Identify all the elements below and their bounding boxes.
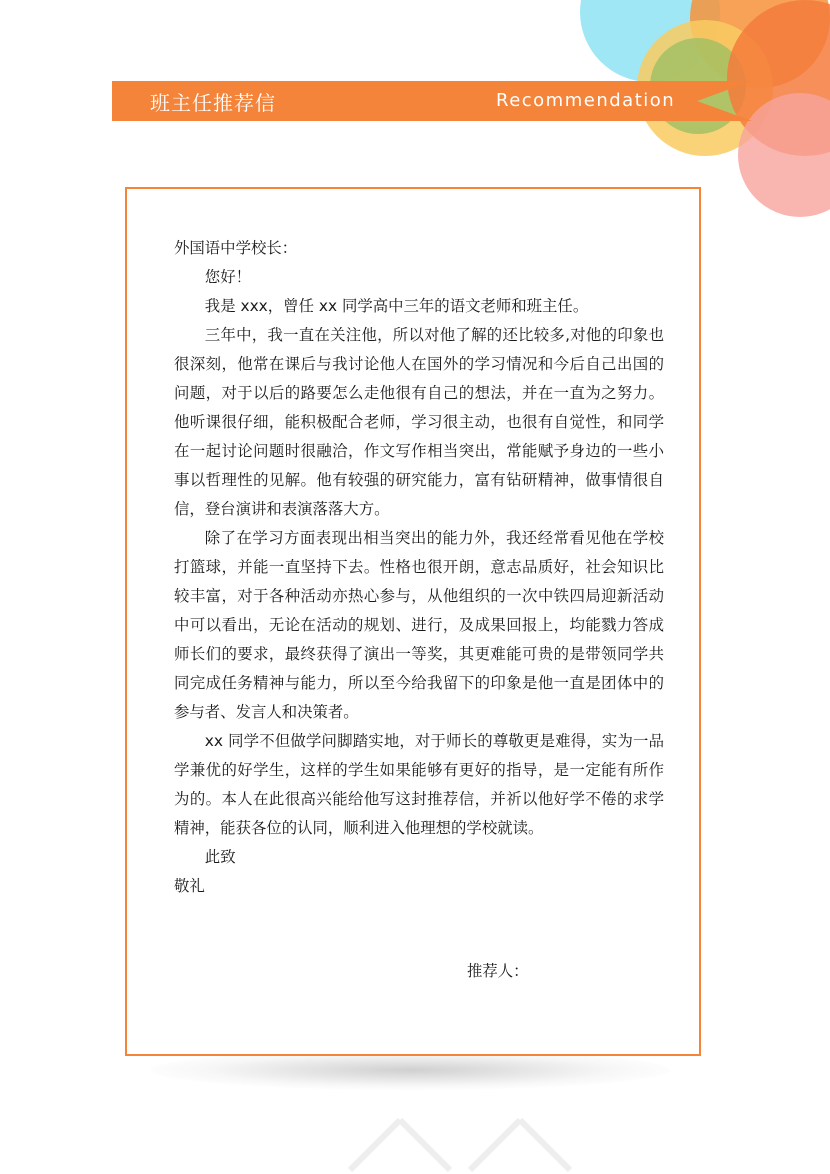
- page-title: 班主任推荐信: [150, 91, 276, 115]
- regards: 敬礼: [174, 877, 205, 895]
- paragraph: 除了在学习方面表现出相当突出的能力外，我还经常看见他在学校打篮球，并能一直坚持下去。性格也很开朗，意志品质好，社会知识比较丰富，对于各种活动亦热心参与，从他组织的一次中铁四局迎新活动中可以看出，无论在活动的规划、进行，及成果回报上，均能戮力答成师长们的要求，最终获得了演出一等奖，其更难能可贵的是带领同学共同完成任务精神与能力，所以至今给我留下的印象是他一直是团体中的参与者、发言人和决策者。: [174, 529, 664, 721]
- paragraph: 三年中，我一直在关注他，所以对他了解的还比较多,对他的印象也很深刻，他常在课后与我讨论他人在国外的学习情况和今后自己出国的问题，对于以后的路要怎么走他很有自己的想法，并在一直为之努力。他听课很仔细，能积极配合老师，学习很主动，也很有自觉性，和同学在一起讨论问题时很融洽，作文写作相当突出，常能赋予身边的一些小事以哲理性的见解。他有较强的研究能力，富有钻研精神，做事情很自信，登台演讲和表演落落大方。: [174, 326, 664, 518]
- page-subtitle: Recommendation: [496, 90, 676, 111]
- signer-label: 推荐人：: [467, 962, 529, 980]
- letter-content: [174, 234, 664, 901]
- letter-frame: [125, 187, 701, 1056]
- paragraph: xx 同学不但做学问脚踏实地，对于师长的尊敬更是难得，实为一品学兼优的好学生，这样的学生如果能够有更好的指导，是一定能有所作为的。本人在此很高兴能给他写这封推荐信，并祈以他好学不倦的求学精神，能获各位的认同，顺利进入他理想的学校就读。: [174, 732, 664, 837]
- watermark-graphic: [330, 1110, 590, 1174]
- header-banner: [112, 81, 752, 121]
- letter-shadow: [150, 1050, 670, 1090]
- salutation: 外国语中学校长：: [174, 239, 298, 257]
- greeting: 您好！: [204, 268, 251, 286]
- closing: 此致: [204, 848, 236, 866]
- paragraph: 我是 xxx，曾任 xx 同学高中三年的语文老师和班主任。: [204, 297, 589, 315]
